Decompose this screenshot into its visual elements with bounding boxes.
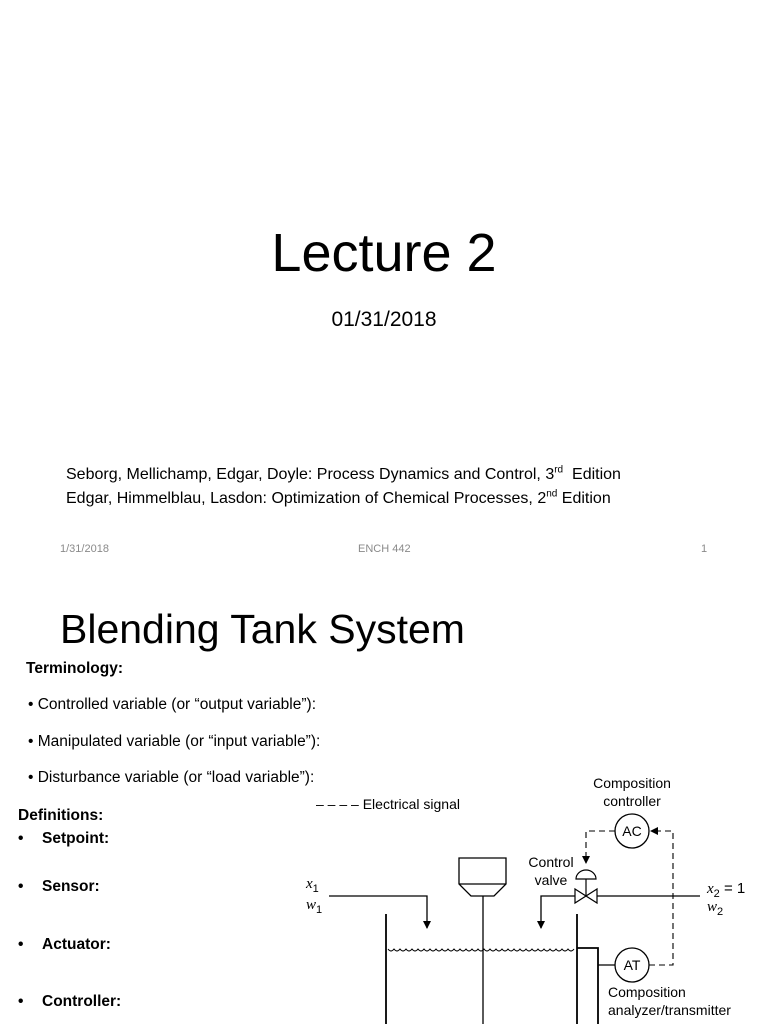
inlet-1-composition: $x_1$ <box>306 876 319 895</box>
signal-line-ac-to-valve <box>586 831 615 863</box>
inlet-pipe-1 <box>329 896 427 928</box>
terminology-item: • Manipulated variable (or “input variable”): <box>28 733 321 750</box>
footer-date: 1/31/2018 <box>60 543 109 555</box>
terminology-item: • Controlled variable (or “output variable”): <box>28 696 316 713</box>
controller-label: Composition <box>593 775 671 791</box>
signal-line-at-to-ac <box>649 831 673 965</box>
slide-2 <box>0 576 768 1024</box>
slide-title: Blending Tank System <box>60 606 465 652</box>
analyzer-label: analyzer/transmitter <box>608 1002 731 1018</box>
inlet-2-composition: $x_2 = 1$ <box>707 880 746 900</box>
blending-tank-diagram <box>0 576 768 1024</box>
controller-label: controller <box>603 793 661 809</box>
liquid-level <box>388 949 574 951</box>
inlet-2-flow: $w_2$ <box>707 899 724 918</box>
sample-line <box>577 948 598 1024</box>
definition-item: • Actuator: <box>18 936 111 953</box>
definition-item: • Setpoint: <box>18 830 110 847</box>
ac-label: AC <box>622 823 642 839</box>
reference-line: Seborg, Mellichamp, Edgar, Doyle: Process Dynamics and Control, 3rd Edition <box>66 464 621 483</box>
slide-date: 01/31/2018 <box>331 308 437 331</box>
at-label: AT <box>623 957 641 973</box>
slide-title: Lecture 2 <box>271 223 497 283</box>
agitator-motor <box>459 858 506 896</box>
footer-course: ENCH 442 <box>358 543 411 555</box>
electrical-signal-legend: – – – – Electrical signal <box>316 796 460 812</box>
terminology-heading: Terminology: <box>26 660 124 677</box>
inlet-pipe-2 <box>541 896 575 928</box>
reference-line: Edgar, Himmelblau, Lasdon: Optimization of Chemical Processes, 2nd Edition <box>66 488 611 507</box>
control-valve-label: valve <box>534 872 568 888</box>
valve-actuator <box>576 870 596 879</box>
control-valve-label: Control <box>528 854 574 870</box>
definitions-heading: Definitions: <box>18 807 104 824</box>
definition-item: • Controller: <box>18 993 122 1010</box>
terminology-item: • Disturbance variable (or “load variable”): <box>28 769 315 786</box>
analyzer-label: Composition <box>608 984 686 1000</box>
inlet-1-flow: $w_1$ <box>306 897 323 916</box>
definition-item: • Sensor: <box>18 878 100 895</box>
footer-page-number: 1 <box>701 543 708 555</box>
